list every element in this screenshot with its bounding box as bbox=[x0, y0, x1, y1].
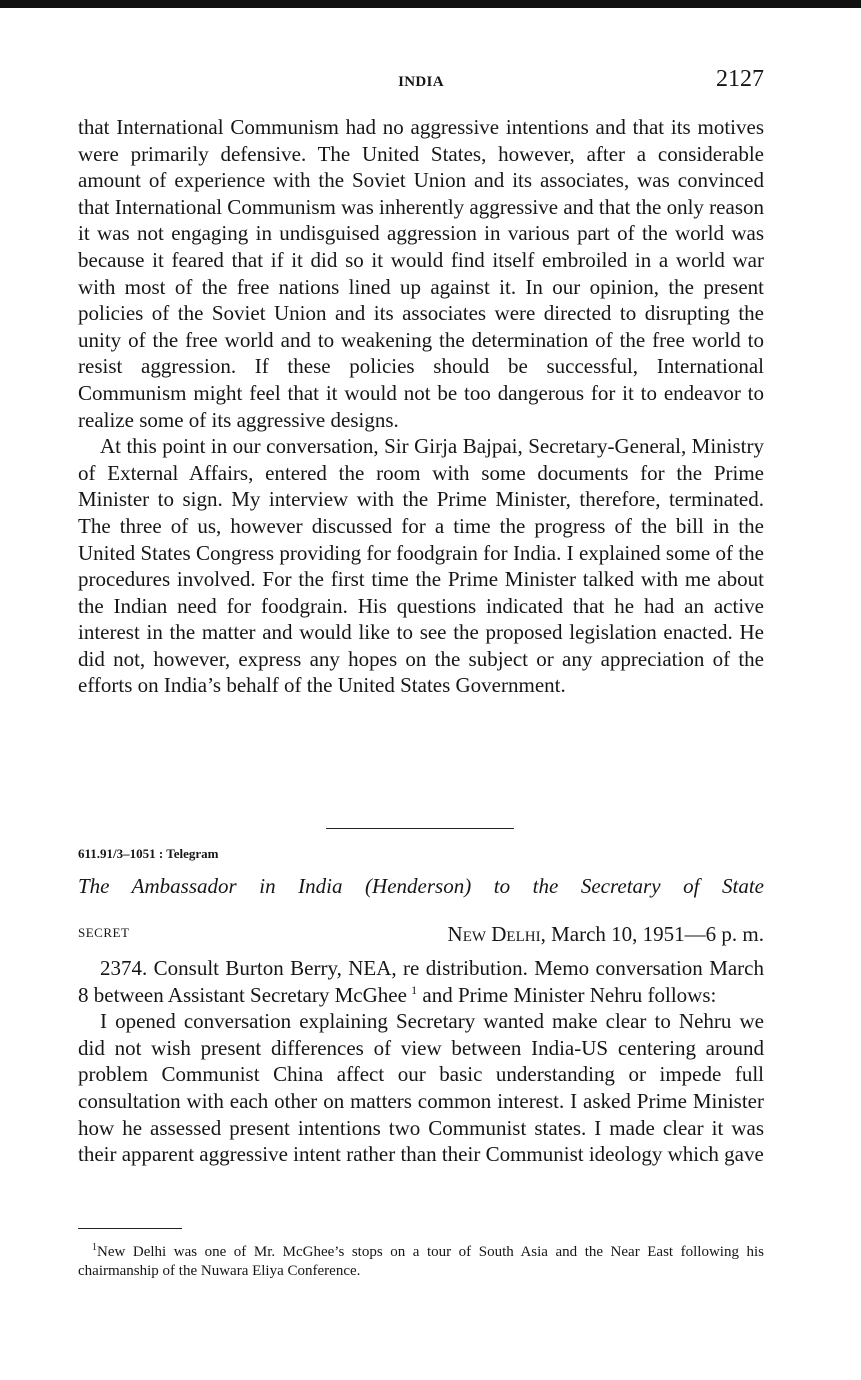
running-title: INDIA bbox=[398, 74, 444, 90]
paragraph-continued: that International Communism had no aggressive intentions and that its motives were primarily defensive. The United States, however, after a considerable amount of experience with the Soviet Union and its associates, was convinced that International Communism was inherently aggressive and that the only reason it was not engaging in undisguised aggression in various part of the world was because it feared that if it did so it would find itself embroiled in a world war with most of the free nations lined up against it. In our opinion, the present policies of the Soviet Union and its associates were directed to disrupting the unity of the free world and to weakening the determination of the free world to resist aggression. If these policies should be successful, International Communism might feel that it would not be too dangerous for it to endeavor to realize some of its aggressive designs. bbox=[78, 115, 764, 432]
dateline-place: New Delhi, bbox=[447, 922, 546, 946]
telegram-paragraph-2: I opened conversation explaining Secretary wanted make clear to Nehru we did not wish present differences of view between India-US centering around problem Communist China affect our basic understanding or impede full consultation with each other on matters common interest. I asked Prime Minister how he assessed present intentions two Communist states. I made clear it was their apparent aggressive intent rather than their Communist ideology which gave bbox=[78, 1009, 764, 1167]
footnote bbox=[78, 1243, 764, 1281]
telegram-paragraph-1 bbox=[78, 955, 764, 1008]
footnote-mark: 1 bbox=[92, 1242, 97, 1253]
document-reference: 611.91/3–1051 : Telegram bbox=[78, 846, 219, 861]
document-title: The Ambassador in India (Henderson) to the Secretary of State bbox=[78, 874, 764, 898]
classification-label: SECRET bbox=[78, 925, 130, 940]
memo-body bbox=[78, 114, 764, 699]
telegram-body bbox=[78, 955, 764, 1168]
dateline bbox=[448, 922, 764, 947]
dateline-date: March 10, 1951—6 p. m. bbox=[551, 922, 764, 946]
telegram-paragraph-1-start: 2374. Consult Burton Berry, NEA, re distribution. Memo conversation March 8 between Assistant Secretary McGhee bbox=[78, 956, 764, 1007]
telegram-paragraph-1-end: and Prime Minister Nehru follows: bbox=[422, 982, 717, 1007]
paragraph-bajpai: At this point in our conversation, Sir Girja Bajpai, Secretary-General, Ministry of External Affairs, entered the room with some documents for the Prime Minister to sign. My interview with the Prime Minister, therefore, terminated. The three of us, however discussed for a time the progress of the bill in the United States Congress providing for foodgrain for India. I explained some of the procedures involved. For the first time the Prime Minister talked with me about the Indian need for foodgrain. His questions indicated that he had an active interest in the matter and would like to see the proposed legislation enacted. He did not, however, express any hopes on the subject or any appreciation of the efforts on India’s behalf of the United States Government. bbox=[78, 434, 764, 698]
footnote-reference[interactable]: 1 bbox=[411, 982, 418, 997]
footnote-text: New Delhi was one of Mr. McGhee’s stops on a tour of South Asia and the Near East following his chairmanship of the Nuwara Eliya Conference. bbox=[78, 1244, 764, 1279]
running-head bbox=[78, 66, 764, 100]
scan-top-edge bbox=[0, 0, 861, 8]
section-divider bbox=[326, 828, 514, 829]
footnote-divider bbox=[78, 1228, 182, 1229]
page-number: 2127 bbox=[716, 66, 764, 92]
